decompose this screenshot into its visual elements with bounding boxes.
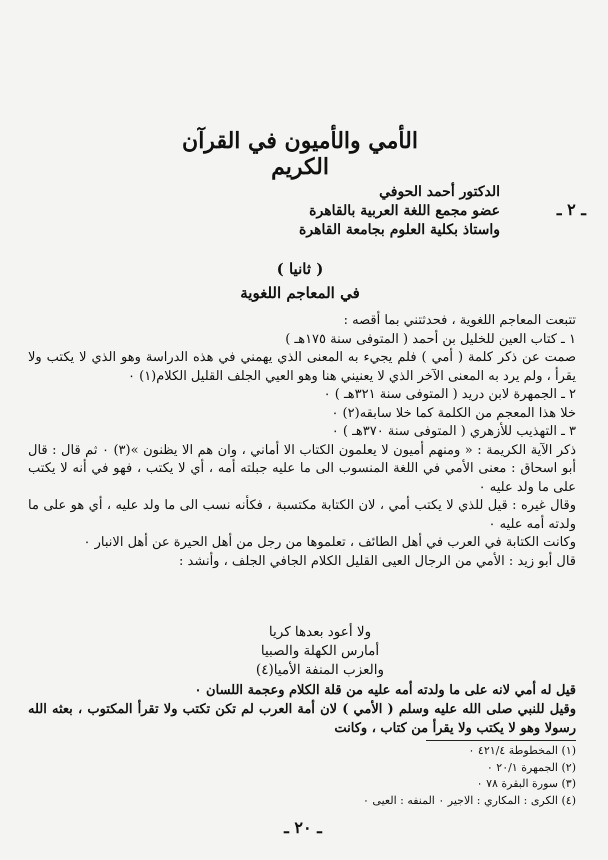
poem-verses [210,623,430,680]
author-affiliation-1: عضو مجمع اللغة العربية بالقاهرة [309,203,500,219]
paragraph: خلا هذا المعجم من الكلمة كما خلا سابقه(٢) ٠ [331,405,576,421]
paragraph: وكانت الكتابة في العرب في أهل الطائف ، تعلموها من رجل من أهل الحيرة عن أهل الانبار ٠ [83,535,576,550]
footnote: (١) المخطوطة ٤٢١/٤ ٠ [468,744,576,757]
section-title: في المعاجم اللغوية [240,284,360,302]
body-text [28,312,576,571]
section-heading [140,257,460,305]
paragraph: قال أبو زيد : الأمي من الرجال العيى القليل الكلام الجافي الجلف ، وأنشد : [179,553,576,569]
author-block [140,183,500,240]
page-number: ـ ٢٠ ـ [284,818,322,837]
paragraph: ذكر الآية الكريمة : « ومنهم أميون لا يعلمون الكتاب الا أماني ، وان هم الا يظنون »(٣) ٠ ثم قال : قال أبو اسحاق : معنى الأمي في اللغة المنسوب الى ما عليه جبلته أمه ، أي لا يكتب ، فهو في أنه لا يكتب على ما ولد عليه ٠ [28,442,576,495]
paragraph: ١ ـ كتاب العين للخليل بن أحمد ( المتوفى سنة ١٧٥هـ ) [285,331,576,347]
author-affiliation-2: واستاذ بكلية العلوم بجامعة القاهرة [299,222,500,238]
footnote: (٢) الجمهرة ٢٠/١ ٠ [486,760,576,774]
paragraph: تتبعت المعاجم اللغوية ، فحدثتني بما أقصه : [343,313,576,328]
paragraph: وقيل للنبي صلى الله عليه وسلم ( الأمي ) لان أمة العرب لم تكن تكتب ولا تقرأ المكتوب ، بعثه الله رسولا وهو لا يكتب ولا يقرأ من كتاب ، وكانت [28,702,576,736]
poem-line: أمارس الكهلة والصبيا [260,643,380,659]
footnotes [28,743,576,809]
article-title: الأمي والأميون في القرآن الكريم [182,128,418,180]
closing-text [28,681,576,738]
footnote: (٤) الكرى : المكاري : الاجير ٠ المنفه : العيى ٠ [363,793,576,807]
footnote-divider [426,740,576,741]
author-name: الدكتور أحمد الحوفي [379,184,500,200]
paragraph: صمت عن ذكر كلمة ( أمي ) فلم يجيء به المعنى الذي يهمني في هذه الدراسة وهو الذي لا يكتب ولا يقرأ ، ولم يرد به المعنى الآخر الذي لا يعنيني هنا وهو العيي الجلف القليل الكلام(١) ٠ [28,350,576,384]
paragraph: وقال غيره : قيل للذي لا يكتب أمي ، لان الكتابة مكتسبة ، فكأنه نسب الى ما ولد عليه ، أي هو على ما ولدته أمه عليه ٠ [28,498,576,532]
footnote: (٣) سورة البقرة ٧٨ ٠ [476,777,576,790]
poem-line: ولا أعود بعدها كريا [268,624,372,640]
poem-line: والعزب المنفة الأميا(٤) [255,662,385,678]
paragraph: ٣ ـ التهذيب للأزهري ( المتوفى سنة ٣٧٠هـ ) ٠ [331,424,576,439]
section-number: ( ثانيا ) [276,260,324,278]
paragraph: ٢ ـ الجمهرة لابن دريد ( المتوفى سنة ٣٢١هـ ) ٠ [323,387,576,402]
series-number: ـ ٢ ـ [556,200,586,219]
paragraph: قيل له أمي لانه على ما ولدته أمه عليه من قلة الكلام وعجمة اللسان ٠ [194,683,576,698]
